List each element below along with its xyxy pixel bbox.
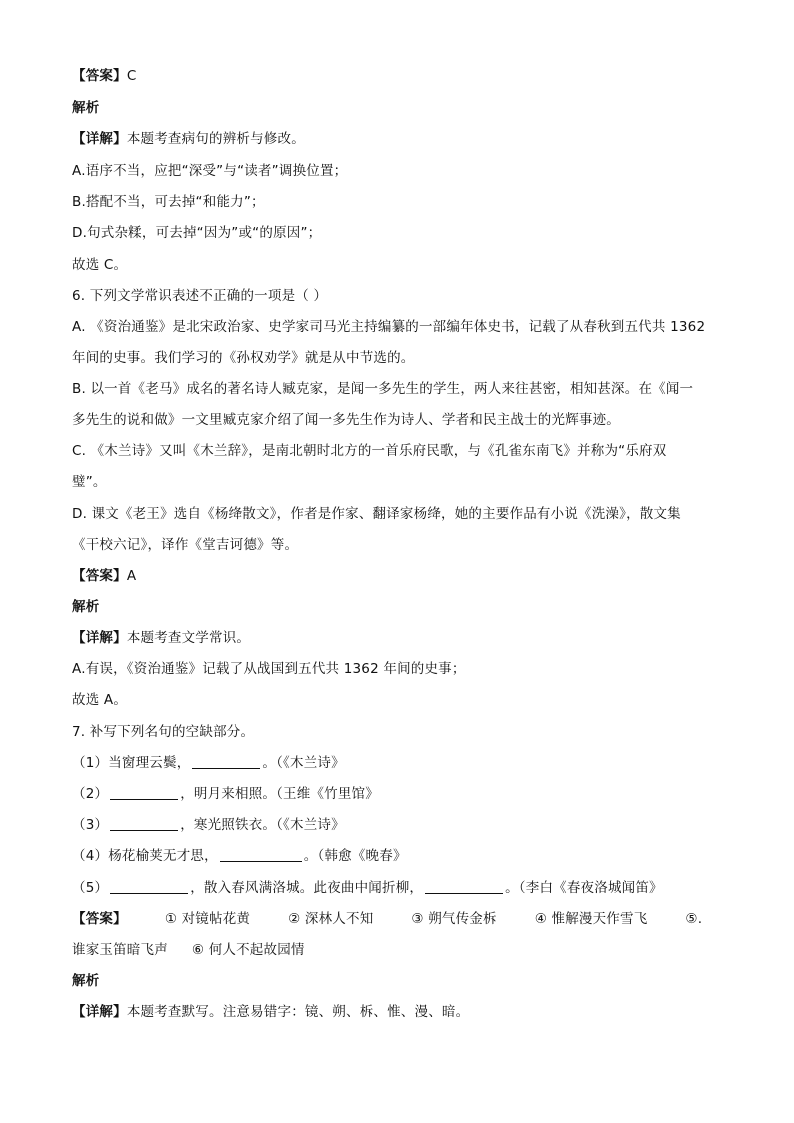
fill-blank [110,816,178,831]
q6-option-c-line2: 璧”。 [72,474,107,490]
detail-label: 【详解】 [72,1004,127,1020]
q7-analysis-heading: 解析 [72,973,100,989]
q7-item-3 [72,815,732,835]
item-prefix: （4）杨花榆荚无才思， [72,848,218,864]
q6-option-a-line1: A. 《资治通鉴》是北宋政治家、史学家司马光主持编纂的一部编年体史书，记载了从春秋到五代共 1362 [72,319,706,335]
answer-label: 【答案】 [72,568,127,584]
q6-option-b-line2: 多先生的说和做》一文里臧克家介绍了闻一多先生作为诗人、学者和民主战士的光辉事迹。 [72,412,620,428]
q7-item-1 [72,753,732,773]
answer-label: 【答案】 [72,911,127,927]
q6-answer-line [72,566,732,586]
q6-option-d-line2: 《干校六记》，译作《堂吉诃德》等。 [72,537,299,553]
q7-answer-line [72,909,732,929]
detail-text: 本题考查病句的辨析与修改。 [126,131,305,147]
answer-3: ③ 朔气传金柝 [411,911,497,927]
item-prefix: （1）当窗理云鬓， [72,755,191,771]
item-prefix: （5） [72,880,109,896]
answer-value: C [126,68,137,84]
q5-analysis-heading: 解析 [72,100,100,116]
q6-option-d-line1: D. 课文《老王》选自《杨绛散文》，作者是作家、翻译家杨绛，她的主要作品有小说《洗澡》，散文集 [72,506,681,522]
q7-answer-line-2 [72,940,732,960]
q7-item-2 [72,784,732,804]
answer-2: ② 深林人不知 [288,911,374,927]
q6-option-c-line1: C. 《木兰诗》又叫《木兰辞》，是南北朝时北方的一首乐府民歌，与《孔雀东南飞》并称为“乐府双 [72,443,667,459]
q7-detail-line [72,1002,732,1022]
item-suffix: ，寒光照铁衣。（《木兰诗》 [180,817,345,833]
q7-item-5 [72,878,732,898]
q5-option-b: B.搭配不当，可去掉“和能力”； [72,194,265,210]
q5-conclusion: 故选 C。 [72,257,128,273]
q5-option-d: D.句式杂糅，可去掉“因为”或“的原因”； [72,225,322,241]
item-suffix: 。（《木兰诗》 [262,755,345,771]
detail-label: 【详解】 [72,630,127,646]
fill-blank [425,879,503,894]
answer-value: A [126,568,137,584]
answer-label: 【答案】 [72,68,127,84]
q6-analysis-heading: 解析 [72,599,100,615]
q6-option-a-line2: 年间的史事。我们学习的《孙权劝学》就是从中节选的。 [72,350,415,366]
detail-label: 【详解】 [72,131,127,147]
q6-explanation: A.有误，《资治通鉴》记载了从战国到五代共 1362 年间的史事； [72,661,466,677]
fill-blank [220,847,302,862]
item-middle: ，散入春风满洛城。此夜曲中闻折柳， [190,880,424,896]
q7-stem: 7. 补写下列名句的空缺部分。 [72,724,255,740]
fill-blank [110,879,188,894]
q6-conclusion: 故选 A。 [72,692,128,708]
fill-blank [110,785,178,800]
q6-stem: 6. 下列文学常识表述不正确的一项是（ ） [72,288,328,304]
answer-4: ④ 惟解漫天作雪飞 [534,911,648,927]
fill-blank [192,754,260,769]
q5-answer-line [72,66,732,86]
item-prefix: （3） [72,817,109,833]
answer-6: ⑥ 何人不起故园情 [191,942,305,958]
detail-text: 本题考查默写。注意易错字：镜、朔、柝、惟、漫、暗。 [126,1004,470,1020]
detail-text: 本题考查文学常识。 [126,630,251,646]
answer-1: ① 对镜帖花黄 [164,911,251,927]
item-suffix: 。（韩愈《晚春》 [303,848,407,864]
answer-5: 谁家玉笛暗飞声 [72,942,168,958]
item-suffix: 。（李白《春夜洛城闻笛》 [505,880,663,896]
q5-option-a: A.语序不当，应把“深受”与“读者”调换位置； [72,163,348,179]
q6-option-b-line1: B. 以一首《老马》成名的著名诗人臧克家，是闻一多先生的学生，两人来往甚密，相知甚深。在《闻一 [72,381,694,397]
item-suffix: ，明月来相照。（王维《竹里馆》 [180,786,379,802]
item-prefix: （2） [72,786,109,802]
q7-item-4 [72,846,732,866]
q6-detail-line [72,628,732,648]
q5-detail-line [72,129,732,149]
answer-5-marker: ⑤. [685,911,703,927]
